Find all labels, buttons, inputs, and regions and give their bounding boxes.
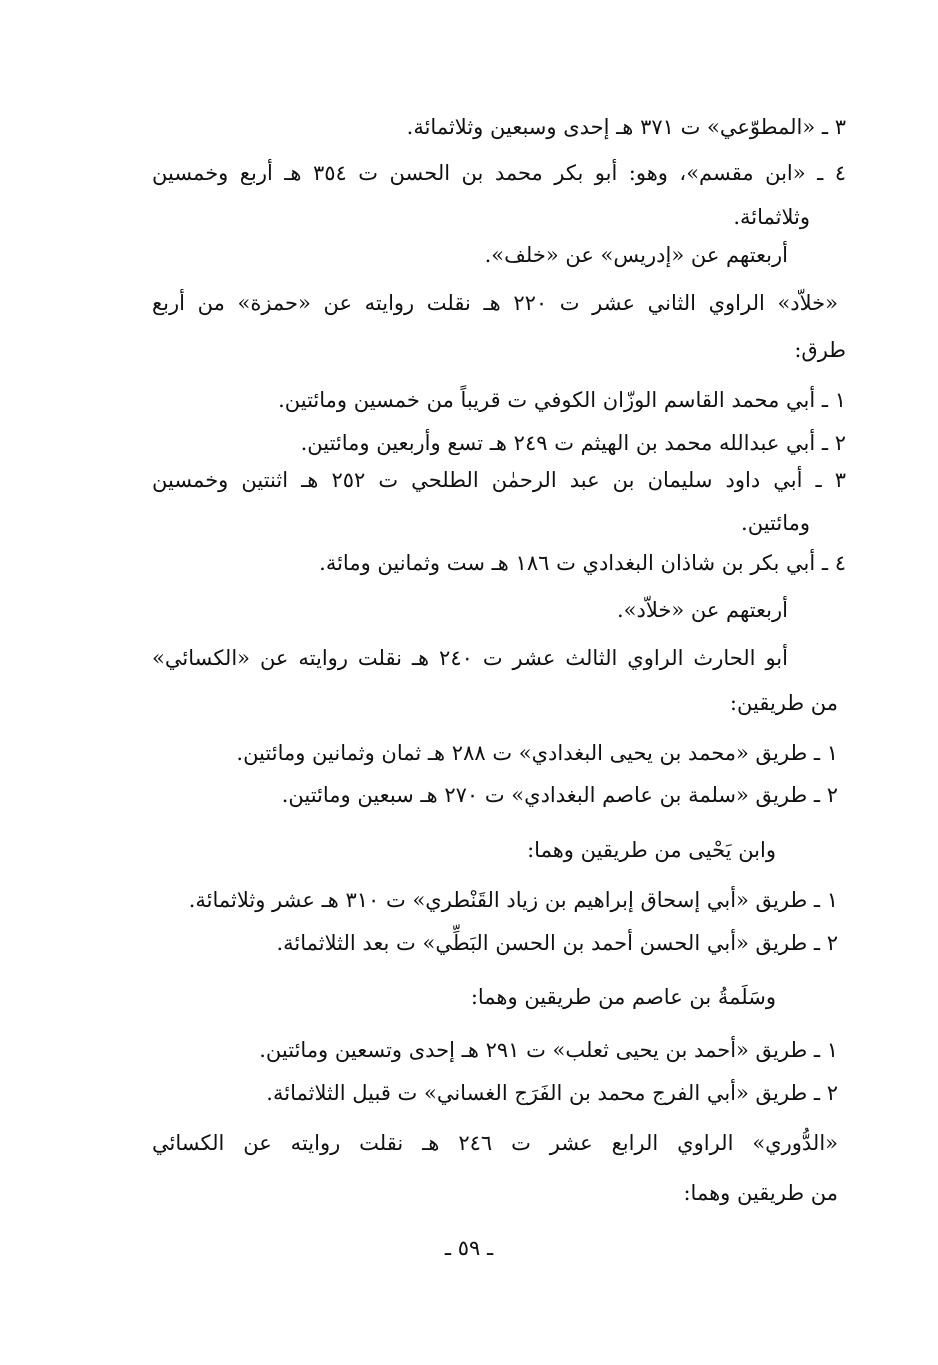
text-line-24: من طريقين وهما:: [683, 1181, 838, 1205]
text-line-18: ١ ـ طريق «أبي إسحاق إبراهيم بن زياد القَنْطري» ت ٣١٠ هـ عشر وثلاثمائة.: [188, 888, 838, 912]
text-line-5: «خلاّد» الراوي الثاني عشر ت ٢٢٠ هـ نقلت روايته عن «حمزة» من أربع: [152, 291, 838, 315]
text-line-23: «الدُّوري» الراوي الرابع عشر ت ٢٤٦ هـ نقلت روايته عن الكسائي: [152, 1131, 839, 1155]
text-line-11: ٤ ـ أبي بكر بن شاذان البغدادي ت ١٨٦ هـ ست وثمانين ومائة.: [319, 551, 846, 575]
text-line-1: ٣ ـ «المطوّعي» ت ٣٧١ هـ إحدى وسبعين وثلاثمائة.: [406, 115, 846, 139]
text-line-14: من طريقين:: [729, 691, 838, 715]
text-line-12: أربعتهم عن «خلاّد».: [616, 598, 788, 622]
text-line-17: وابن يَحْيى من طريقين وهما:: [527, 838, 776, 862]
text-line-9: ٣ ـ أبي داود سليمان بن عبد الرحمٰن الطلحي ت ٢٥٢ هـ اثنتين وخمسين: [152, 468, 846, 492]
page-number: ـ ٥٩ ـ: [444, 1236, 494, 1260]
text-line-19: ٢ ـ طريق «أبي الحسن أحمد بن الحسن البَطِّي» ت بعد الثلاثمائة.: [276, 931, 838, 955]
text-line-15: ١ ـ طريق «محمد بن يحيى البغدادي» ت ٢٨٨ هـ ثمان وثمانين ومائتين.: [236, 741, 838, 765]
text-line-22: ٢ ـ طريق «أبي الفرج محمد بن الفَرَج الغساني» ت قبيل الثلاثمائة.: [266, 1081, 838, 1105]
text-line-20: وسَلَمةُ بن عاصم من طريقين وهما:: [470, 985, 776, 1009]
text-line-8: ٢ ـ أبي عبدالله محمد بن الهيثم ت ٢٤٩ هـ تسع وأربعين ومائتين.: [300, 431, 846, 455]
text-line-7: ١ ـ أبي محمد القاسم الوزّان الكوفي ت قريباً من خمسين ومائتين.: [278, 388, 846, 412]
text-line-13: أبو الحارث الراوي الثالث عشر ت ٢٤٠ هـ نقلت روايته عن «الكسائي»: [152, 646, 788, 670]
text-line-6: طرق:: [794, 338, 846, 362]
text-line-21: ١ ـ طريق «أحمد بن يحيى ثعلب» ت ٢٩١ هـ إحدى وتسعين ومائتين.: [259, 1038, 838, 1062]
text-line-2: ٤ ـ «ابن مقسم»، وهو: أبو بكر محمد بن الحسن ت ٣٥٤ هـ أربع وخمسين: [152, 161, 846, 185]
text-line-4: أربعتهم عن «إدريس» عن «خلف».: [484, 243, 788, 267]
text-line-10: ومائتين.: [741, 511, 810, 535]
text-line-3: وثلاثمائة.: [733, 205, 810, 229]
text-line-16: ٢ ـ طريق «سلمة بن عاصم البغدادي» ت ٢٧٠ هـ سبعين ومائتين.: [281, 783, 838, 807]
